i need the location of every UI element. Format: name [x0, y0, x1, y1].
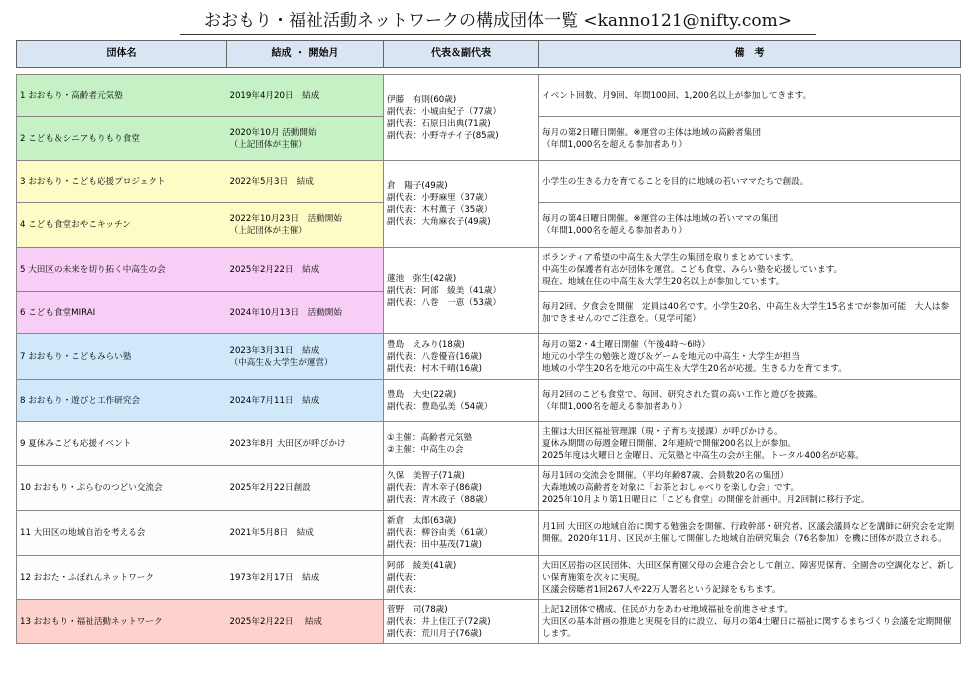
org-name: 11 大田区の地域自治を考える会 [17, 511, 227, 556]
header-rep: 代表＆副代表 [384, 41, 539, 68]
table-row [17, 380, 961, 422]
org-note: 大田区居指の区民団体、大田区保育園父母の会連合会として創立、障害児保育、全園舎の空調化など、新しい保育施策を次々に実現。 区議会傍聴者1回267人や22万人署名という記録をもちます。 [539, 556, 961, 600]
member-table [16, 40, 961, 644]
org-rep: ①主催：高齢者元気塾 ②主催：中高生の会 [384, 422, 539, 466]
table-row [17, 511, 961, 556]
org-start: 2022年10月23日 活動開始 （上記団体が主催） [227, 203, 384, 248]
header-name: 団体名 [17, 41, 227, 68]
org-rep: 豊島 えみり(18歳) 副代表：八巻優音(16歳) 副代表：村木千晴(16歳) [384, 334, 539, 380]
org-rep: 菅野 司(78歳) 副代表：井上佳江子(72歳) 副代表：荒川月子(76歳) [384, 600, 539, 644]
org-name: 6 こども食堂MIRAI [17, 292, 227, 334]
table-header [17, 41, 961, 68]
org-start: 2024年10月13日 活動開始 [227, 292, 384, 334]
org-name: 5 大田区の未来を切り拓く中高生の会 [17, 248, 227, 292]
org-name: 8 おおもり・遊びと工作研究会 [17, 380, 227, 422]
org-rep: 豊島 大史(22歳) 副代表：豊島弘美（54歳） [384, 380, 539, 422]
org-name: 4 こども食堂おやこキッチン [17, 203, 227, 248]
org-note: ボランティア希望の中高生＆大学生の集団を取りまとめています。 中高生の保護者有志が団体を運営。こども食堂、みらい塾を応援しています。 現在、地域在住の中高生＆大学生20名以上が参加しています。 [539, 248, 961, 292]
org-start: 2024年7月11日 結成 [227, 380, 384, 422]
org-note: 毎月の第4日曜日開催。※運営の主体は地域の若いママの集団 （年間1,000名を超える参加者あり） [539, 203, 961, 248]
table-row [17, 334, 961, 380]
org-rep: 阿部 綾美(41歳) 副代表： 副代表： [384, 556, 539, 600]
org-note: 毎月の第2・4土曜日開催（午後4時〜6時） 地元の小学生の勉強と遊び＆ゲームを地元の中高生・大学生が担当 地域の小学生20名を地元の中高生＆大学生20名が応援。生きる力を育てます。 [539, 334, 961, 380]
org-start: 2025年2月22日創設 [227, 466, 384, 511]
org-note: 上記12団体で構成、住民が力をあわせ地域福祉を前進させます。 大田区の基本計画の推進と実現を目的に設立、毎月の第4土曜日に福祉に関するまちづくり会議を定期開催します。 [539, 600, 961, 644]
org-rep: 新倉 太郎(63歳) 副代表：柳谷由美（61歳） 副代表：田中基茂(71歳) [384, 511, 539, 556]
org-note: 主催は大田区福祉管理課（現・子育ち支援課）が呼びかける。 夏休み期間の毎週金曜日開催、2年連続で開催200名以上が参加。 2025年度は火曜日と金曜日、元気塾と中高生の会が主催。トータル400名が応募。 [539, 422, 961, 466]
org-start: 2023年3月31日 結成 （中高生＆大学生が運営） [227, 334, 384, 380]
org-rep: 倉 陽子(49歳) 副代表：小野麻里（37歳） 副代表：木村薫子（35歳） 副代表：大角麻衣子(49歳) [384, 161, 539, 248]
org-start: 2022年5月3日 結成 [227, 161, 384, 203]
table-row [17, 422, 961, 466]
table-row [17, 75, 961, 117]
org-name: 2 こども＆シニアもりもり食堂 [17, 117, 227, 161]
org-start: 1973年2月17日 結成 [227, 556, 384, 600]
org-start: 2025年2月22日 結成 [227, 248, 384, 292]
org-rep: 久保 美智子(71歳) 副代表：青木幸子(86歳) 副代表：青木政子（88歳） [384, 466, 539, 511]
page-title: おおもり・福祉活動ネットワークの構成団体一覧 <kanno121@nifty.com> [180, 8, 816, 35]
table-row [17, 466, 961, 511]
org-note: 毎月の第2日曜日開催。※運営の主体は地域の高齢者集団 （年間1,000名を超える参加者あり） [539, 117, 961, 161]
org-name: 3 おおもり・こども応援プロジェクト [17, 161, 227, 203]
table-row [17, 248, 961, 292]
table-row [17, 600, 961, 644]
org-name: 7 おおもり・こどもみらい塾 [17, 334, 227, 380]
table-row [17, 556, 961, 600]
org-name: 9 夏休みこども応援イベント [17, 422, 227, 466]
table-row [17, 161, 961, 203]
org-note: 小学生の生きる力を育てることを目的に地域の若いママたちで創設。 [539, 161, 961, 203]
org-note: 毎月2回、夕食会を開催 定員は40名です。小学生20名、中高生＆大学生15名までが参加可能 大人は参加できませんのでご注意を。（見学可能） [539, 292, 961, 334]
org-start: 2020年10月 活動開始 （上記団体が主催） [227, 117, 384, 161]
org-start: 2023年8月 大田区が呼びかけ [227, 422, 384, 466]
org-start: 2019年4月20日 結成 [227, 75, 384, 117]
org-start: 2021年5月8日 結成 [227, 511, 384, 556]
org-name: 1 おおもり・高齢者元気塾 [17, 75, 227, 117]
org-rep: 蓮池 弥生(42歳) 副代表：阿部 綾美（41歳） 副代表：八巻 一恵（53歳） [384, 248, 539, 334]
org-note: イベント回数、月9回、年間100回、1,200名以上が参加してきます。 [539, 75, 961, 117]
org-name: 10 おおもり・ぷらむのつどい交流会 [17, 466, 227, 511]
header-note: 備 考 [539, 41, 961, 68]
org-note: 月1回 大田区の地域自治に関する勉強会を開催、行政幹部・研究者、区議会議員などを講師に研究会を定期開催。2020年11月、区民が主催して開催した地域自治研究集会（76名参加）を機に団体が設立される。 [539, 511, 961, 556]
org-rep: 伊藤 有則(60歳) 副代表：小城由紀子（77歳） 副代表：石原日出典(71歳) 副代表：小野寺チイ子(85歳) [384, 75, 539, 161]
header-start: 結成 ・ 開始月 [227, 41, 384, 68]
org-note: 毎月1回の交流会を開催。（平均年齢87歳、会員数20名の集団） 大森地域の高齢者を対象に「お茶とおしゃべりを楽しむ会」です。 2025年10月より第1日曜日に「こども食堂」の開催を計画中。月2回制に移行予定。 [539, 466, 961, 511]
org-name: 12 おおた・ふぼれんネットワーク [17, 556, 227, 600]
org-note: 毎月2回のこども食堂で、毎回、研究された質の高い工作と遊びを披露。 （年間1,000名を超える参加者あり） [539, 380, 961, 422]
org-start: 2025年2月22日 結成 [227, 600, 384, 644]
org-name: 13 おおもり・福祉活動ネットワーク [17, 600, 227, 644]
